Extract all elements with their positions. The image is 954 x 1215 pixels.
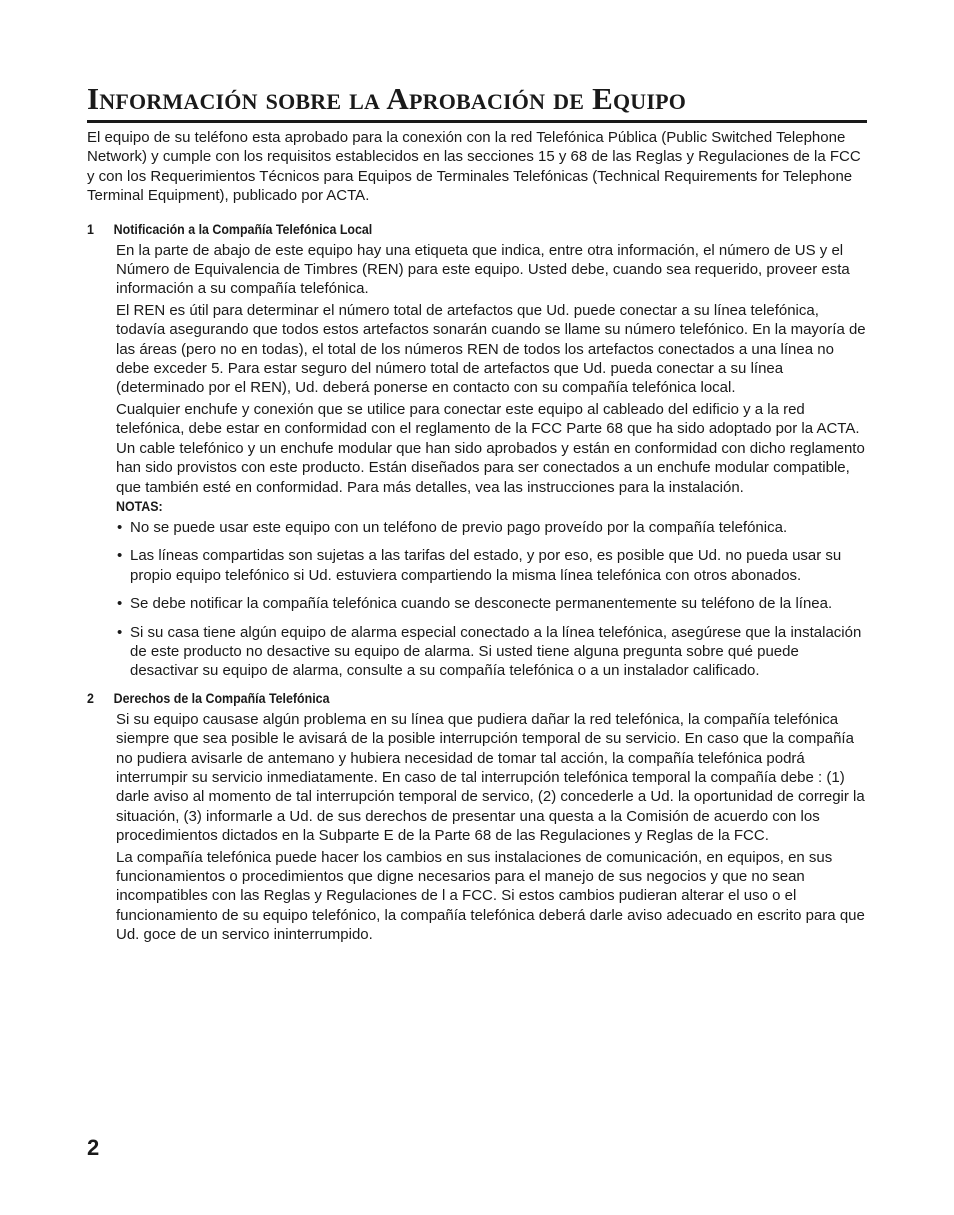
note-text: No se puede usar este equipo con un teléfono de previo pago proveído por la compañía telefónica. bbox=[130, 518, 788, 536]
notes-label: NOTAS: bbox=[116, 498, 163, 514]
page-number: 2 bbox=[87, 1135, 100, 1160]
note-text: Se debe notificar la compañía telefónica cuando se desconecte permanentemente su teléfono de la línea. bbox=[130, 595, 833, 613]
section-paragraph: Si su equipo causase algún problema en su línea que pudiera dañar la red telefónica, la compañía telefónica siempre que sea posible le avisará de la posible interrupción temporal de su servicio. En caso que la compañía no pudiera avisarle de antemano y hubiera necesidad de tomar tal acción, la compañía telefónica podrá interrumpir su servicio inmediatamente. En caso de tal interrupción telefónica temporal la compañía debe : (1) darle aviso al momento de tal interrupción temporal de servico, (2) concederle a Ud. la oportunidad de corregir la situación, (3) informarle a Ud. de sus derechos de presentar una questa a la Comisión de acuerdo con los procedimientos dictados en la Subparte E de la Parte 68 de las Regulaciones y Reglas de la FCC. bbox=[116, 710, 865, 845]
section-heading bbox=[87, 689, 806, 708]
page-content bbox=[87, 128, 869, 945]
section-heading-text: Notificación a la Compañía Telefónica Local bbox=[113, 221, 373, 237]
section-paragraph: Cualquier enchufe y conexión que se utilice para conectar este equipo al cableado del edificio y a la red telefónica, debe estar en conformidad con el reglamento de la FCC Parte 68 que ha sido adoptado por la ACTA. Un cable telefónico y un enchufe modular que han sido aprobados y están en conformidad con dicho reglamento han sido provistos con este producto. Están diseñados para ser conectados a un enchufe modular compatible, que también esté en conformidad. Para más detalles, vea las instrucciones para la instalación. bbox=[116, 400, 865, 496]
section-rights bbox=[87, 689, 869, 945]
section-notification bbox=[87, 220, 869, 681]
note-text: Las líneas compartidas son sujetas a las tarifas del estado, y por eso, es posible que Ud. no pueda usar su propio equipo telefónico si Ud. estuviera compartiendo la misma línea telefónica con otros abonados. bbox=[130, 547, 842, 584]
note-item bbox=[116, 518, 869, 537]
bullet-icon: • bbox=[117, 595, 123, 613]
note-item bbox=[116, 594, 869, 613]
intro-paragraph: El equipo de su teléfono esta aprobado para la conexión con la red Telefónica Pública (Public Switched Telephone Network) y cumple con los requisitos establecidos en las secciones 15 y 68 de las Reglas y Regulaciones de la FCC y con los Requerimientos Técnicos para Equipos de Terminales Telefónicas (Technical Requirements for Telephone Terminal Equipment), publicado por ACTA. bbox=[87, 129, 861, 205]
section-number: 1 bbox=[87, 221, 94, 237]
section-paragraph: En la parte de abajo de este equipo hay una etiqueta que indica, entre otra información, el número de US y el Número de Equivalencia de Timbres (REN) para este equipo. Usted debe, cuando sea requerido, proveer esta información a su compañía telefónica. bbox=[116, 241, 850, 298]
bullet-icon: • bbox=[117, 518, 123, 536]
notes-list bbox=[87, 518, 869, 681]
page-title: Información sobre la Aprobación de Equipo bbox=[87, 81, 687, 116]
note-item bbox=[116, 546, 869, 585]
title-underline bbox=[87, 120, 867, 123]
note-text: Si su casa tiene algún equipo de alarma especial conectado a la línea telefónica, asegúrese que la instalación de este producto no desactive su equipo de alarma. Si usted tiene alguna pregunta sobre qué puede desactivar su equipo de alarma, consulte a su compañía telefónica o a un instalador calificado. bbox=[130, 623, 862, 680]
section-number: 2 bbox=[87, 690, 94, 706]
note-item bbox=[116, 623, 869, 681]
section-heading bbox=[87, 220, 806, 239]
section-heading-text: Derechos de la Compañía Telefónica bbox=[113, 690, 330, 706]
section-paragraph: El REN es útil para determinar el número total de artefactos que Ud. puede conectar a su línea telefónica, todavía asegurando que todos estos artefactos sonarán cuando se llame su número telefónico. En la mayoría de las áreas (pero no en todas), el total de los números REN de todos los artefactos conectados a una línea no debe exceder 5. Para estar seguro del número total de artefactos que Ud. pueda conectar a su línea (determinado por el REN), Ud. deberá ponerse en contacto con su compañía telefónica local. bbox=[116, 301, 866, 397]
section-paragraph: La compañía telefónica puede hacer los cambios en sus instalaciones de comunicación, en equipos, en sus funcionamientos o procedimientos que digne necesarios para el manejo de sus negocios y que no sean incompatibles con las Reglas y Regulaciones de l a FCC. Si estos cambios pudieran alterar el uso o el funcionamiento de su equipo telefónico, la compañía telefónica deberá darle aviso adecuado en escrito para que Ud. goce de un servico ininterrumpido. bbox=[116, 848, 865, 944]
bullet-icon: • bbox=[117, 623, 123, 641]
bullet-icon: • bbox=[117, 547, 123, 565]
